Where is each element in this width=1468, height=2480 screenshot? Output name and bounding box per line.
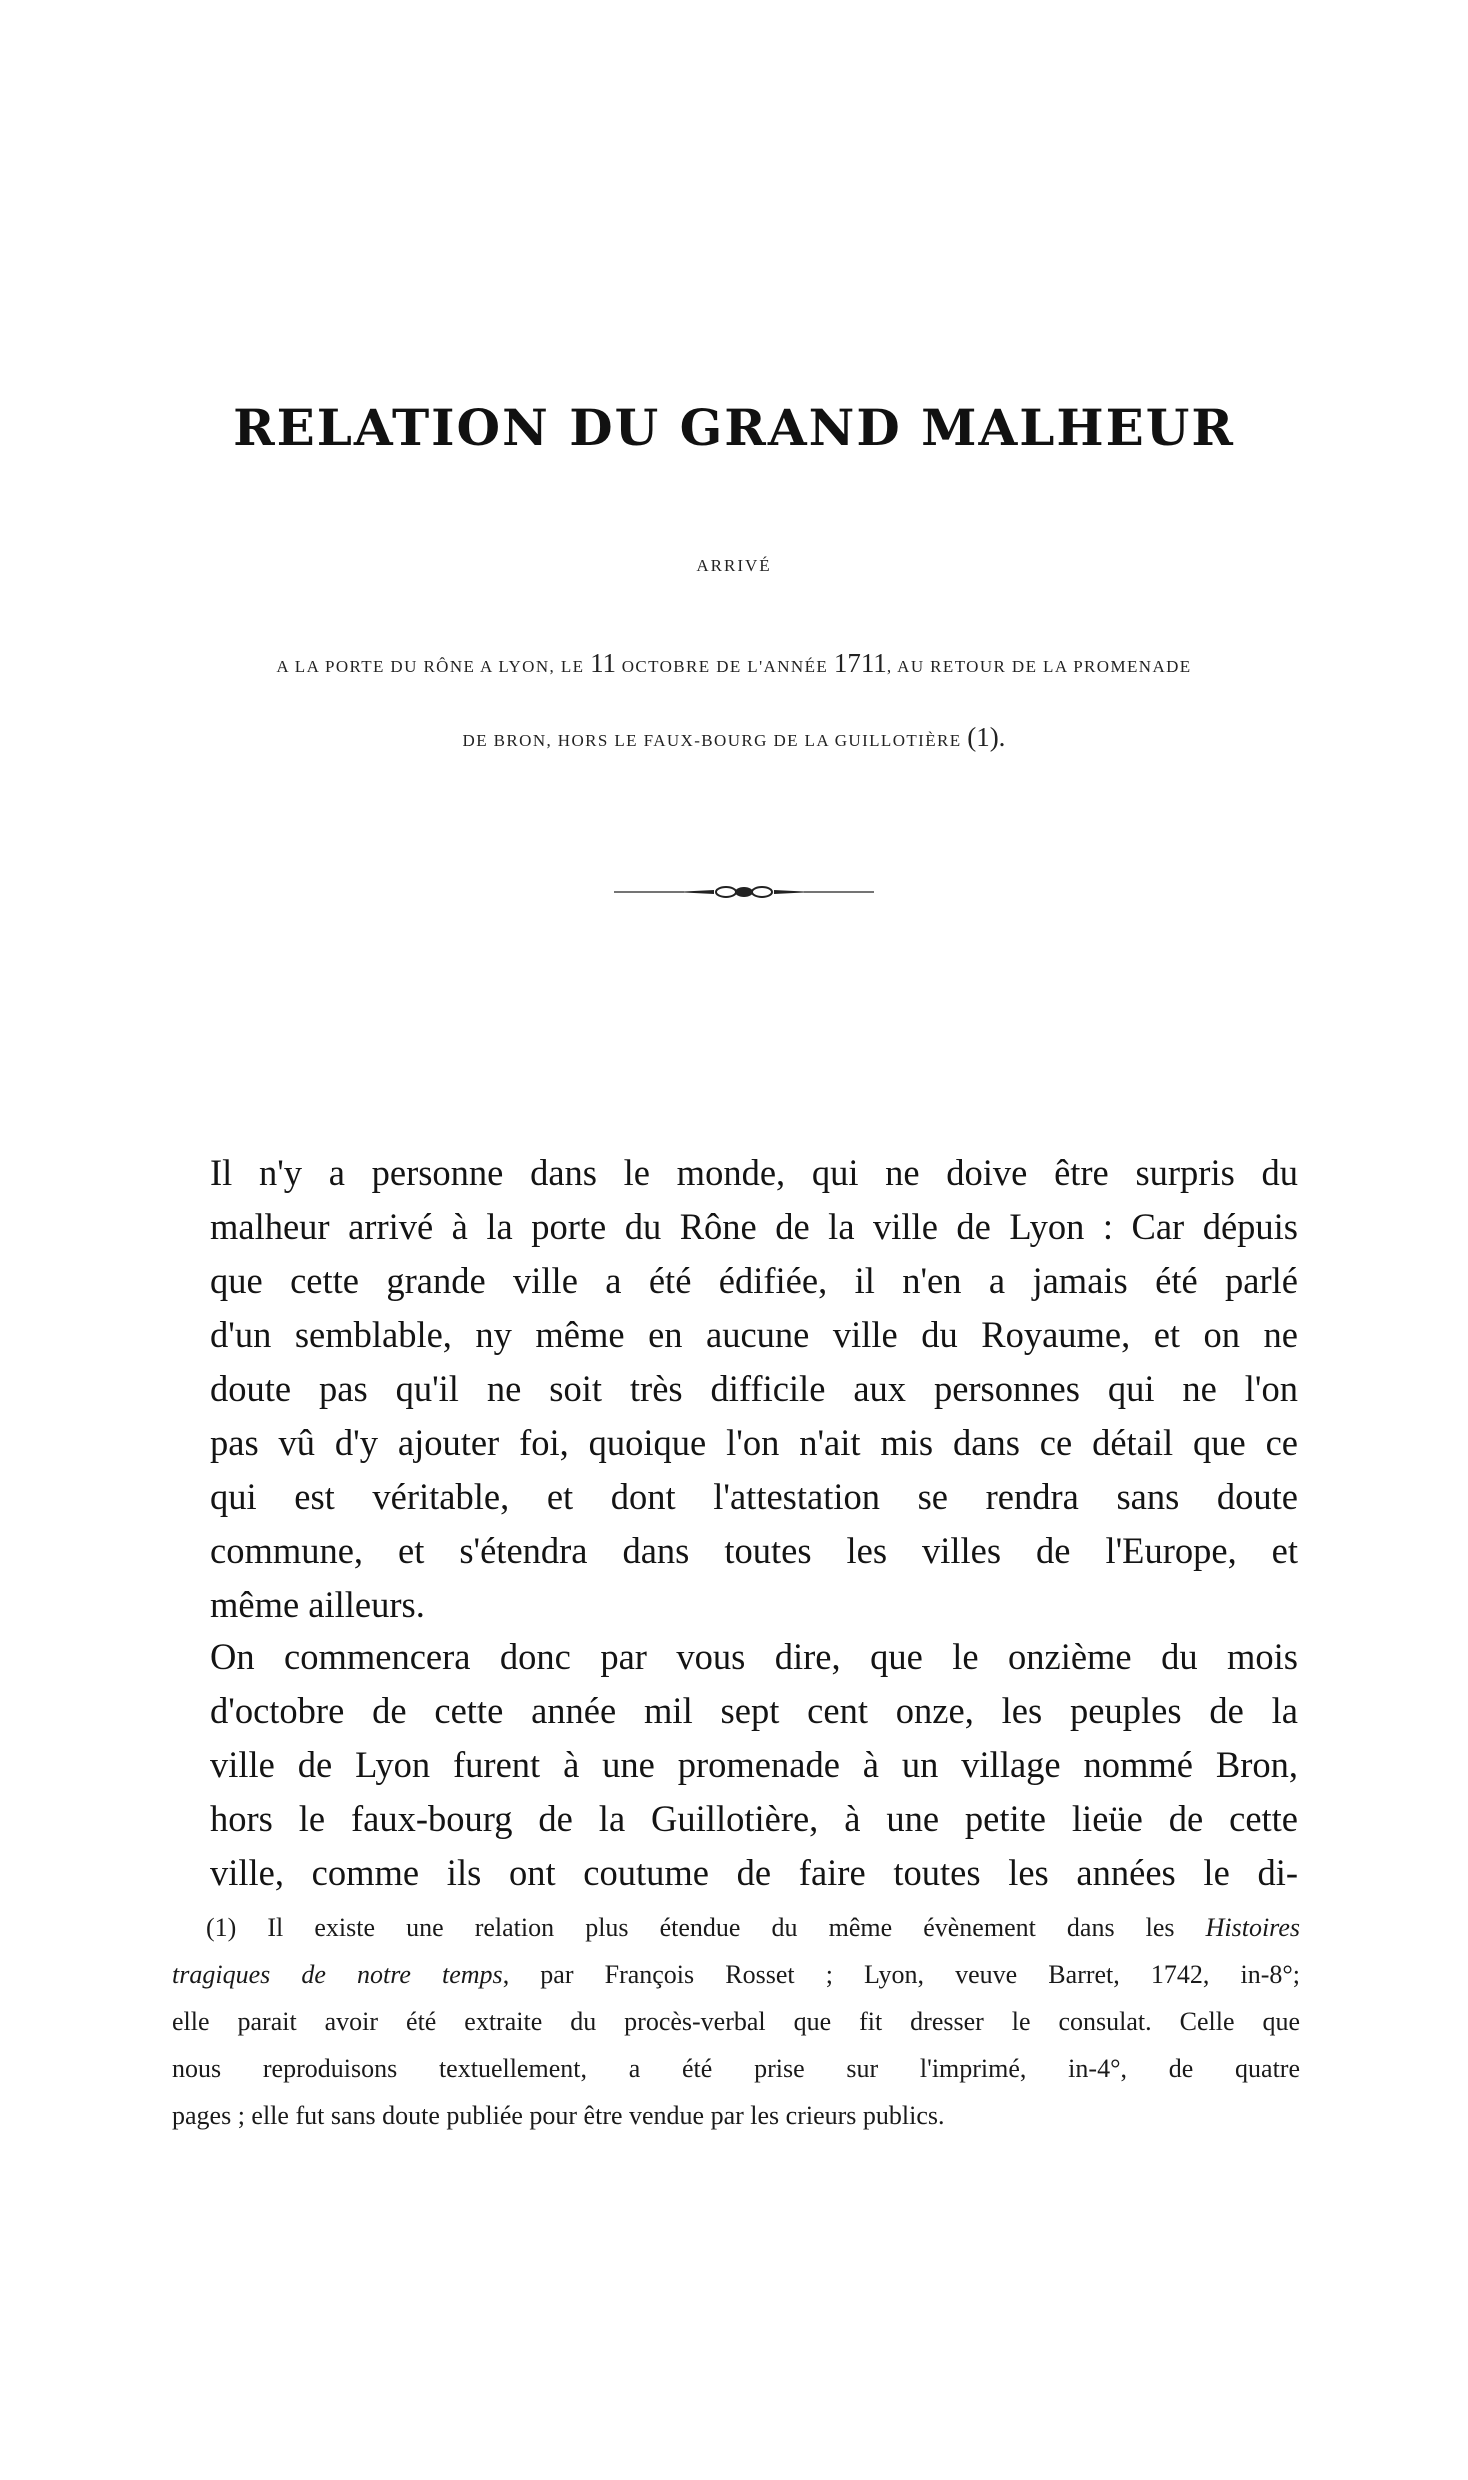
subtitle: ARRIVÉ (696, 556, 772, 575)
ornament-divider (614, 880, 874, 904)
text-line: commune, et s'étendra dans toutes les villes de l'Europe, et (210, 1530, 1298, 1571)
text-line: ville de Lyon furent à une promenade à un village nommé Bron, (210, 1744, 1298, 1785)
footnote-reference: (1). (967, 722, 1006, 752)
text-line: ville, comme ils ont coutume de faire toutes les années le di- (210, 1852, 1298, 1893)
footnote-text: , par François Rosset ; Lyon, veuve Barret, 1742, in-8°; (502, 1960, 1301, 1989)
subtitle-day: 11 (590, 648, 617, 678)
footnote-line (172, 1904, 1300, 1951)
subtitle-line-2 (168, 722, 1300, 753)
text-line: On commencera donc par vous dire, que le onzième du mois (210, 1636, 1298, 1677)
text-line: doute pas qu'il ne soit très difficile aux personnes qui ne l'on (210, 1368, 1298, 1409)
footnote (172, 1904, 1300, 2139)
text-line: qui est véritable, et dont l'attestation se rendra sans doute (210, 1476, 1298, 1517)
footnote-line: pages ; elle fut sans doute publiée pour être vendue par les crieurs publics. (172, 2101, 945, 2130)
footnote-italic-title: Histoires (1205, 1913, 1300, 1942)
footnote-line (172, 1951, 1300, 1998)
footnote-text: (1) Il existe une relation plus étendue du même évènement dans les (206, 1913, 1206, 1942)
paragraph-1 (210, 1146, 1298, 1632)
text-line: malheur arrivé à la porte du Rône de la ville de Lyon : Car dépuis (210, 1206, 1298, 1247)
subtitle-year: 1711 (833, 648, 887, 678)
footnote-line: nous reproduisons textuellement, a été prise sur l'imprimé, in-4°, de quatre (172, 2054, 1300, 2083)
text-line: même ailleurs. (210, 1584, 425, 1625)
text-line: d'octobre de cette année mil sept cent onze, les peuples de la (210, 1690, 1298, 1731)
text-line: que cette grande ville a été édifiée, il n'en a jamais été parlé (210, 1260, 1298, 1301)
text-line: Il n'y a personne dans le monde, qui ne doive être surpris du (210, 1152, 1298, 1193)
subtitle-line-1-pre: A LA PORTE DU RÔNE A LYON, LE (276, 657, 591, 676)
text-line: hors le faux-bourg de la Guillotière, à une petite lieüe de cette (210, 1798, 1298, 1839)
footnote-italic-title: tragiques de notre temps (172, 1960, 503, 1989)
subtitle-line-2-pre: DE BRON, HORS LE FAUX-BOURG DE LA GUILLOTIÈRE (462, 731, 968, 750)
subtitle-line-1-post: , AU RETOUR DE LA PROMENADE (886, 657, 1192, 676)
subtitle-line-1 (168, 648, 1300, 679)
subtitle-line-1-mid: OCTOBRE DE L'ANNÉE (616, 657, 834, 676)
page-title: RELATION DU GRAND MALHEUR (233, 398, 1235, 457)
text-line: d'un semblable, ny même en aucune ville du Royaume, et on ne (210, 1314, 1298, 1355)
footnote-line: elle parait avoir été extraite du procès-verbal que fit dresser le consulat. Celle que (172, 2007, 1300, 2036)
text-line: pas vû d'y ajouter foi, quoique l'on n'ait mis dans ce détail que ce (210, 1422, 1298, 1463)
paragraph-2 (210, 1630, 1298, 1900)
